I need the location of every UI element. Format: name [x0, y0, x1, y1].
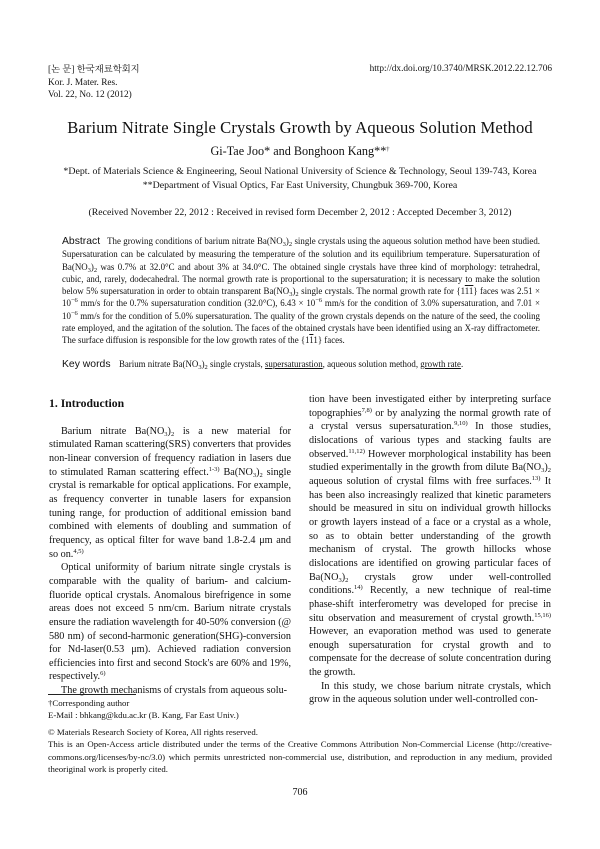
paragraph: In this study, we chose barium nitrate crystals, which grow in the aqueous solution under well-controlled con-	[309, 680, 551, 706]
page-number: 706	[292, 787, 308, 798]
journal-header	[48, 64, 140, 102]
keywords	[62, 359, 540, 370]
license-block	[48, 726, 552, 775]
abstract	[62, 235, 540, 346]
journal-name-korean: [논 문] 한국재료학회지	[48, 65, 140, 75]
paragraph: Optical uniformity of barium nitrate single crystals is comparable with the quality of barium- and calcium-fluoride optical crystals. Anomalous birefrigence in some areas does not exceed 5 nm/cm. Barium nitrate crystals ensure the radiation wavelength for 40-50% conversion (@ 580 nm) of second-harmonic generation(SHG)-conversion for Nd-laser(0.53 μm). Achieved radiation conversion efficiencies into first and second Stock's are 60% and 19%, respectively.$^{6)}$	[49, 562, 291, 683]
column-left	[49, 393, 291, 698]
footnote-divider	[48, 694, 136, 695]
license-text: This is an Open-Access article distributed under the terms of the Creative Commons Attribution Non-Commercial License (http://creative-commons.org/licenses/by-nc/3.0) which permits unrestricted non-commercial use, distribution, and reproduction in any medium, provided theoriginal work is properly cited.	[48, 739, 552, 774]
keywords-text: Barium nitrate $Ba(NO_3)_2$ single crystals, supersaturastion, aqueous solution method, growth rate.	[118, 359, 464, 371]
journal-abbreviation: Kor. J. Mater. Res.	[48, 77, 118, 88]
paragraph: Barium nitrate $Ba(NO_3)_2$ is a new material for stimulated Raman scattering(SRS) converters that provides non-linear conversion of frequency radiation in lasers due to stimulated Raman scattering effect.$^{1-3)}$ $Ba(NO_3)_2$ single crystal is remarkable for optical applications. For example, as frequency converter in tunable lasers for expansion tuning range, for production of additional emission band combined with elements of doubling and summation of frequency, as optical filter for wave band 1.8-2.4 μm and so on.$^{4,5)}$	[49, 425, 291, 560]
paragraph: The growth mechanisms of crystals from aqueous solu-	[61, 685, 288, 697]
paragraph: tion have been investigated either by interpreting surface topographies$^{7,8)}$ or by analyzing the normal growth rate of a crystal versus supersaturation.$^{9,10)}$ In those studies, dislocations of various types and stacking faults are observed.$^{11,12)}$ However morphological instability has been studied experimentally in the growth from dilute $Ba(NO_3)_2$ aqueous solution of crystal films with free surfaces.$^{13)}$ It has been also increasingly realized that kinetic parameters should be measured in situ on individual growth hillocks or growth layers instead of a face or a crystal as a whole, so as to obtain better understanding of the growth mechanism of crystal. The growth hillocks whose dislocations are identified on growing particular faces of $Ba(NO_3)_2$ crystals grow under well-controlled conditions.$^{14)}$ Recently, a new technique of real-time phase-shift interferometry was developed for precise in situ observation and measurement of crystal growth.$^{15,16)}$ However, an evaporation method was used to generate enough supersaturation for crystal growth and to compensate for the decrease of solute concentration during the growth.	[309, 394, 552, 679]
affiliations	[0, 165, 600, 192]
section-heading: 1. Introduction	[49, 397, 125, 410]
abstract-label: Abstract	[62, 236, 101, 247]
column-right	[309, 393, 551, 707]
keywords-label: Key words	[62, 359, 111, 370]
copyright: © Materials Research Society of Korea, All rights reserved.	[48, 727, 258, 737]
author-email: E-Mail : bhkang@kdu.ac.kr (B. Kang, Far East Univ.)	[48, 710, 239, 721]
affiliation-1: *Dept. of Materials Science & Engineering, Seoul National University of Science & Technology, Seoul 139-743, Korea	[63, 166, 537, 177]
doi-link[interactable]: http://dx.doi.org/10.3740/MRSK.2012.22.12.706	[369, 64, 552, 74]
corresponding-author: †Corresponding author	[48, 698, 130, 708]
author-list: Gi-Tae Joo* and Bonghoon Kang**†	[210, 144, 390, 158]
affiliation-2: **Department of Visual Optics, Far East University, Chungbuk 369-700, Korea	[142, 179, 458, 191]
volume-issue: Vol. 22, No. 12 (2012)	[48, 90, 132, 100]
received-dates: (Received November 22, 2012 : Received in revised form December 2, 2012 : Accepted December 3, 2012)	[88, 207, 512, 218]
footnote	[48, 697, 552, 722]
abstract-text: The growing conditions of barium nitrate $Ba(NO_3)_2$ single crystals using the aqueous solution method have been studied. Supersaturation can be calculated by measuring the temperature of the solution and its equilibrium temperature. Supersaturation of $Ba(NO_3)_2$ was 0.7% at 32.0°C and about 3% at 34.0°C. The obtained single crystals have three kind of morphology: tetrahedral, cubic, and, rarely, dodecahedral. The normal growth rate is proportional to the supersaturation; it is necessary to make the solution below 5% supersaturation in order to obtain transparent $Ba(NO_3)_2$ single crystals. The normal growth rate for {111} faces was $2.51 \times 10^{-6}$ mm/s for the 0.7% supersaturation condition (32.0°C), $6.43 \times 10^{-6}$ mm/s for the condition of 3.0% supersaturation, and $7.01 \times 10^{-6}$ mm/s for the condition of 5.0% supersaturation. The quality of the grown crystals depends on the nature of the seed, the cooling rate employed, and the agitation of the solution. The faces of the obtained crystals have been identified using an X-ray diffractometer. The surface diffusion is responsible for the low growth rates of the {111} faces.	[62, 236, 541, 345]
paper-title: Barium Nitrate Single Crystals Growth by Aqueous Solution Method	[67, 118, 533, 137]
